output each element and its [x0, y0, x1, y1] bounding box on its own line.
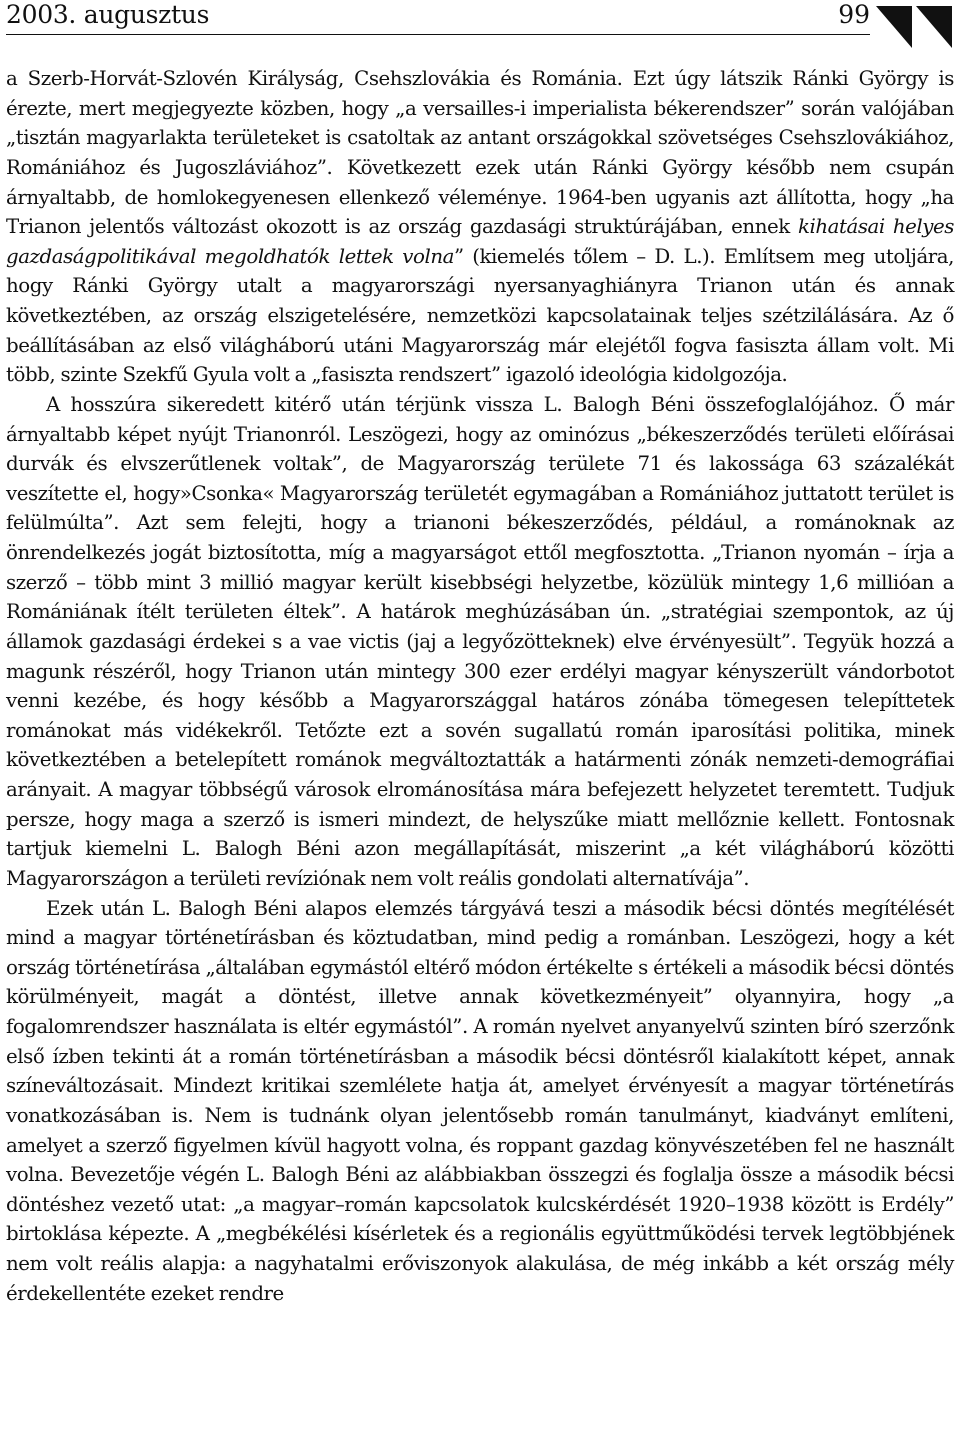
paragraph-1-text-a: a Szerb-Horvát-Szlovén Királyság, Csehszlovákia és Románia. Ezt úgy látszik Ránki György is érezte, mert megjegyezte közben, hogy „a versailles-i imperialista békerendszer” során valójában „tisztán magyarlakta területeket is csatoltak az antant országokkal szövetséges Csehszlovákiához, Romániához és Jugoszláviához”. Következett ezek után Ránki György később nem csupán árnyaltabb, de homlokegyenesen ellenkező véleménye. 1964-ben ugyanis azt állította, hogy „ha Trianon jelentős változást okozott is az ország gazdasági struktúrájában, ennek: [6, 67, 954, 239]
page-number: 99: [838, 0, 870, 29]
double-triangle-ornament-icon: [874, 4, 954, 50]
header-rule: [6, 34, 870, 35]
article-body: [6, 64, 954, 1308]
paragraph-1-text-b: ” (kiemelés tőlem – D. L.). Említsem meg utoljára, hogy Ránki György utalt a magyarországi nyersanyaghiányra Trianon után és annak következtében, az ország elszigetelésére, nemzetközi kapcsolatainak teljes szétzilálására. Az ő beállításában az első világháború utáni Magyarország már elejétől fogva fasiszta állam volt. Mi több, szinte Szekfű Gyula volt a „fasiszta rendszert” igazoló ideológia kidolgozója.: [6, 244, 954, 387]
paragraph-1-emphasis: kihatásai helyes gazdaságpolitikával megoldhatók lettek volna: [6, 215, 954, 268]
paragraph-1: [6, 64, 954, 390]
running-head: 2003. augusztus: [6, 0, 210, 29]
paragraph-3: Ezek után L. Balogh Béni alapos elemzés tárgyává teszi a második bécsi döntés megítélését mind a magyar történetírásban és köztudatban, mind pedig a románban. Leszögezi, hogy a két ország történetírása „általában egymástól eltérő módon értékelte s értékeli a második bécsi döntés körülményeit, magát a döntést, illetve annak következményeit” olyannyira, hogy „a fogalomrendszer használata is eltér egymástól”. A román nyelvet anyanyelvű szinten bíró szerzőnk első ízben tekinti át a román történetírásban a második bécsi döntésről kialakított képet, annak színeváltozásait. Mindezt kritikai szemlélete hatja át, amelyet érvényesít a magyar történetírás vonatkozásában is. Nem is tudnánk olyan jelentősebb román tanulmányt, kiadványt említeni, amelyet a szerző figyelmen kívül hagyott volna, és roppant gazdag könyvészetében fel ne használt volna. Bevezetője végén L. Balogh Béni az alábbiakban összegzi és foglalja össze a második bécsi döntéshez vezető utat: „a magyar–román kapcsolatok kulcskérdését 1920–1938 között is Erdély” birtoklása képezte. A „megbékélési kísérletek és a regionális együttműködési tervek legtöbbjének nem volt reális alapja: a nagyhatalmi erőviszonyok alakulása, de még inkább a két ország mély érdekellentéte ezeket rendre: [6, 896, 954, 1305]
paragraph-2: A hosszúra sikeredett kitérő után térjünk vissza L. Balogh Béni összefoglalójához. Ő már árnyaltabb képet nyújt Trianonról. Leszögezi, hogy az ominózus „békeszerződés területi előírásai durvák és elvszerűtlenek voltak”, de Magyarország területe 71 és lakossága 63 százalékát veszítette el, hogy»Csonka« Magyarország területét egymagában a Romániához juttatott terület is felülmúlta”. Azt sem felejti, hogy a trianoni békeszerződés, például, a románoknak az önrendelkezés jogát biztosította, míg a magyarságot ettől megfosztotta. „Trianon nyomán – írja a szerző – több mint 3 millió magyar került kisebbségi helyzetbe, közülük mintegy 1,6 millióan a Romániának ítélt területen éltek”. A határok meghúzásában ún. „stratégiai szempontok, az új államok gazdasági érdekei s a vae victis (jaj a legyőzötteknek) elve érvényesült”. Tegyük hozzá a magunk részéről, hogy Trianon után mintegy 300 ezer erdélyi magyar kényszerült vándorbotot venni kezébe, és hogy később a Magyarországgal határos zónába tömegesen telepíttetek románokat más vidékekről. Tetőzte ezt a sovén sugallatú román iparosítási politika, minek következtében a betelepített románok megváltoztatták a határmenti zónák nemzeti-demográfiai arányait. A magyar többségű városok elrománosítása mára befejezett helyzetet teremtett. Tudjuk persze, hogy maga a szerző is ismeri mindezt, de helyszűke miatt mellőznie kellett. Fontosnak tartjuk kiemelni L. Balogh Béni azon megállapítását, miszerint „a két világháború közötti Magyarországon a területi revíziónak nem volt reális gondolati alternatívája”.: [6, 392, 954, 890]
page-header: [6, 0, 954, 42]
document-page: [6, 0, 954, 1432]
